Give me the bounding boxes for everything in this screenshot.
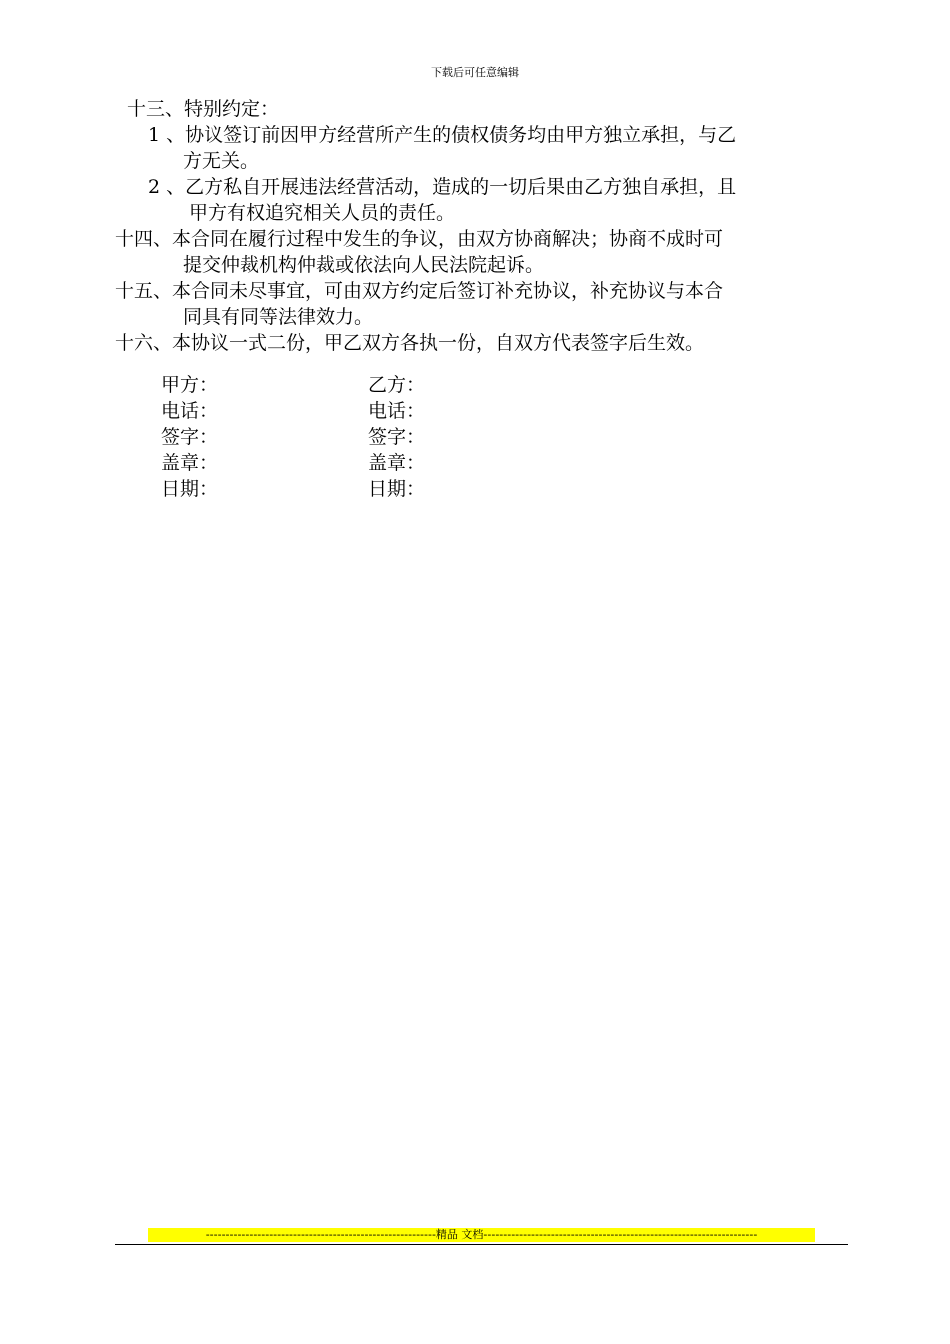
document-body xyxy=(115,96,850,356)
signature-row-seal xyxy=(161,450,561,476)
clause-13-1-line1: 1 、协议签订前因甲方经营所产生的债权债务均由甲方独立承担，与乙 xyxy=(148,124,737,146)
clause-13-2-line1: 2 、乙方私自开展违法经营活动，造成的一切后果由乙方独自承担，且 xyxy=(148,176,737,198)
party-a-label: 甲方： xyxy=(161,374,219,396)
signature-row-sign xyxy=(161,424,561,450)
header-note: 下载后可任意编辑 xyxy=(431,66,519,79)
party-b-sign-label: 签字： xyxy=(368,426,426,448)
clause-13-1-line2: 方无关。 xyxy=(183,150,260,172)
clause-14-line2: 提交仲裁机构仲裁或依法向人民法院起诉。 xyxy=(183,254,545,276)
footer-banner: ----------------------------------------------------------精品 文档--------------------------------------------------------------------- xyxy=(148,1228,815,1242)
signature-row-party xyxy=(161,372,561,398)
signature-row-date xyxy=(161,476,561,502)
footer-divider xyxy=(115,1244,848,1245)
party-a-seal-label: 盖章： xyxy=(161,452,219,474)
party-b-seal-label: 盖章： xyxy=(368,452,426,474)
party-a-phone-label: 电话： xyxy=(161,400,219,422)
clause-13-title: 十三、特别约定： xyxy=(127,98,280,120)
party-a-date-label: 日期： xyxy=(161,478,219,500)
signature-row-phone xyxy=(161,398,561,424)
clause-15-line2: 同具有同等法律效力。 xyxy=(183,306,374,328)
party-a-sign-label: 签字： xyxy=(161,426,219,448)
party-b-label: 乙方： xyxy=(368,374,426,396)
party-b-phone-label: 电话： xyxy=(368,400,426,422)
clause-16-line1: 十六、本协议一式二份，甲乙双方各执一份，自双方代表签字后生效。 xyxy=(115,332,705,354)
clause-13-2-line2: 甲方有权追究相关人员的责任。 xyxy=(189,202,456,224)
clause-15-line1: 十五、本合同未尽事宜，可由双方约定后签订补充协议，补充协议与本合 xyxy=(115,280,724,302)
party-b-date-label: 日期： xyxy=(368,478,426,500)
clause-14-line1: 十四、本合同在履行过程中发生的争议，由双方协商解决；协商不成时可 xyxy=(115,228,724,250)
signature-block xyxy=(161,372,561,502)
